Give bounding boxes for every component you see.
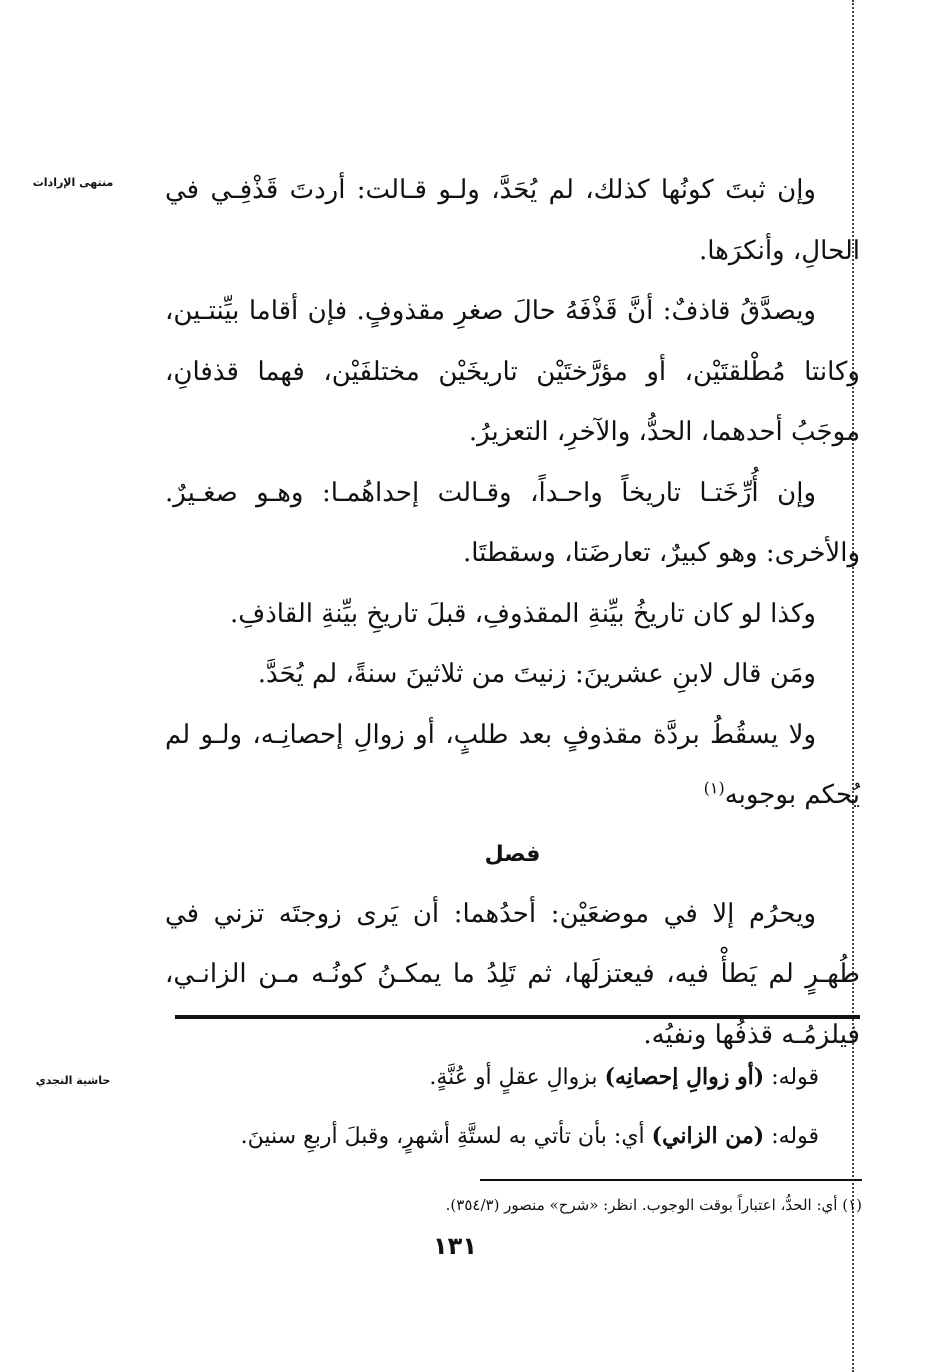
paragraph: وكذا لو كان تاريخُ بيِّنةِ المقذوفِ، قبلَ تاريخِ بيِّنةِ القاذفِ. (230, 598, 816, 629)
note-text: بزوالِ عقلٍ أو عُنَّةٍ. (429, 1065, 605, 1090)
footnote-rule (480, 1179, 862, 1181)
paragraph: ويحرُم إلا في موضعَيْن: أحدُهما: أن يَرى زوجتَه تزني في طُهـرٍ لم يَطأْ فيه، فيعتزلَها، ثم تَلِدُ ما يمكـنُ كونُـه مـن الزانـي، فيلزمُـه قذفُها ونفيُه. (165, 898, 860, 1050)
side-label-commentary: حاشية النجدي (35, 1074, 111, 1087)
section-title: فصل (484, 841, 541, 867)
main-text (165, 160, 860, 1065)
page-number: ١٣١ (433, 1232, 477, 1260)
paragraph (165, 705, 860, 826)
paragraph: ومَن قال لابنِ عشرينَ: زنيتَ من ثلاثينَ سنةً، لم يُحَدَّ. (257, 659, 816, 689)
note (165, 1048, 845, 1107)
paragraph: ويصدَّقُ قاذفٌ: أنَّ قَذْفَهُ حالَ صغرِ مقذوفٍ. فإن أقاما بيِّنتـين، وكانتا مُطْلقتَيْن، أو مؤرَّختَيْن تاريخَيْن مختلفَيْن، فهما قذفانِ، موجَبُ أحدهما، الحدُّ، والآخرِ، التعزيرُ. (165, 296, 860, 447)
paragraph: وإن أُرِّخَتـا تاريخاً واحـداً، وقـالت إحداهُمـا: وهـو صغـيرٌ. والأخرى: وهو كبيرٌ، تعارضَتا، وسقطتَا. (165, 477, 860, 568)
note-quote: (أو زوالِ إحصانِه) (604, 1064, 765, 1090)
note-prefix: قوله: (764, 1124, 819, 1149)
note-text: أي: بأن تأتي به لستَّةِ أشهرٍ، وقبلَ أربعِ سنينَ. (240, 1124, 652, 1149)
commentary-notes (165, 1048, 845, 1166)
footnote: (١) أي: الحدُّ، اعتباراً بوقت الوجوب. انظر: «شرح» منصور (٣٥٤/٣). (445, 1196, 862, 1214)
side-label-source: منتهى الإرادات (32, 176, 114, 189)
footnote-marker[interactable]: (١) (703, 778, 725, 798)
paragraph: وإن ثبتَ كونُها كذلك، لم يُحَدَّ، ولـو قـالت: أردتَ قَذْفِـي في الحالِ، وأنكرَها. (165, 175, 860, 266)
note-quote: (من الزاني) (651, 1123, 765, 1149)
separator-rule (175, 1015, 860, 1019)
note (165, 1107, 845, 1166)
paragraph-text: ولا يسقُطُ بردَّة مقذوفٍ بعد طلبٍ، أو زوالِ إحصانِـه، ولـو لم يُحكم بوجوبه (165, 719, 860, 810)
note-prefix: قوله: (764, 1065, 819, 1090)
